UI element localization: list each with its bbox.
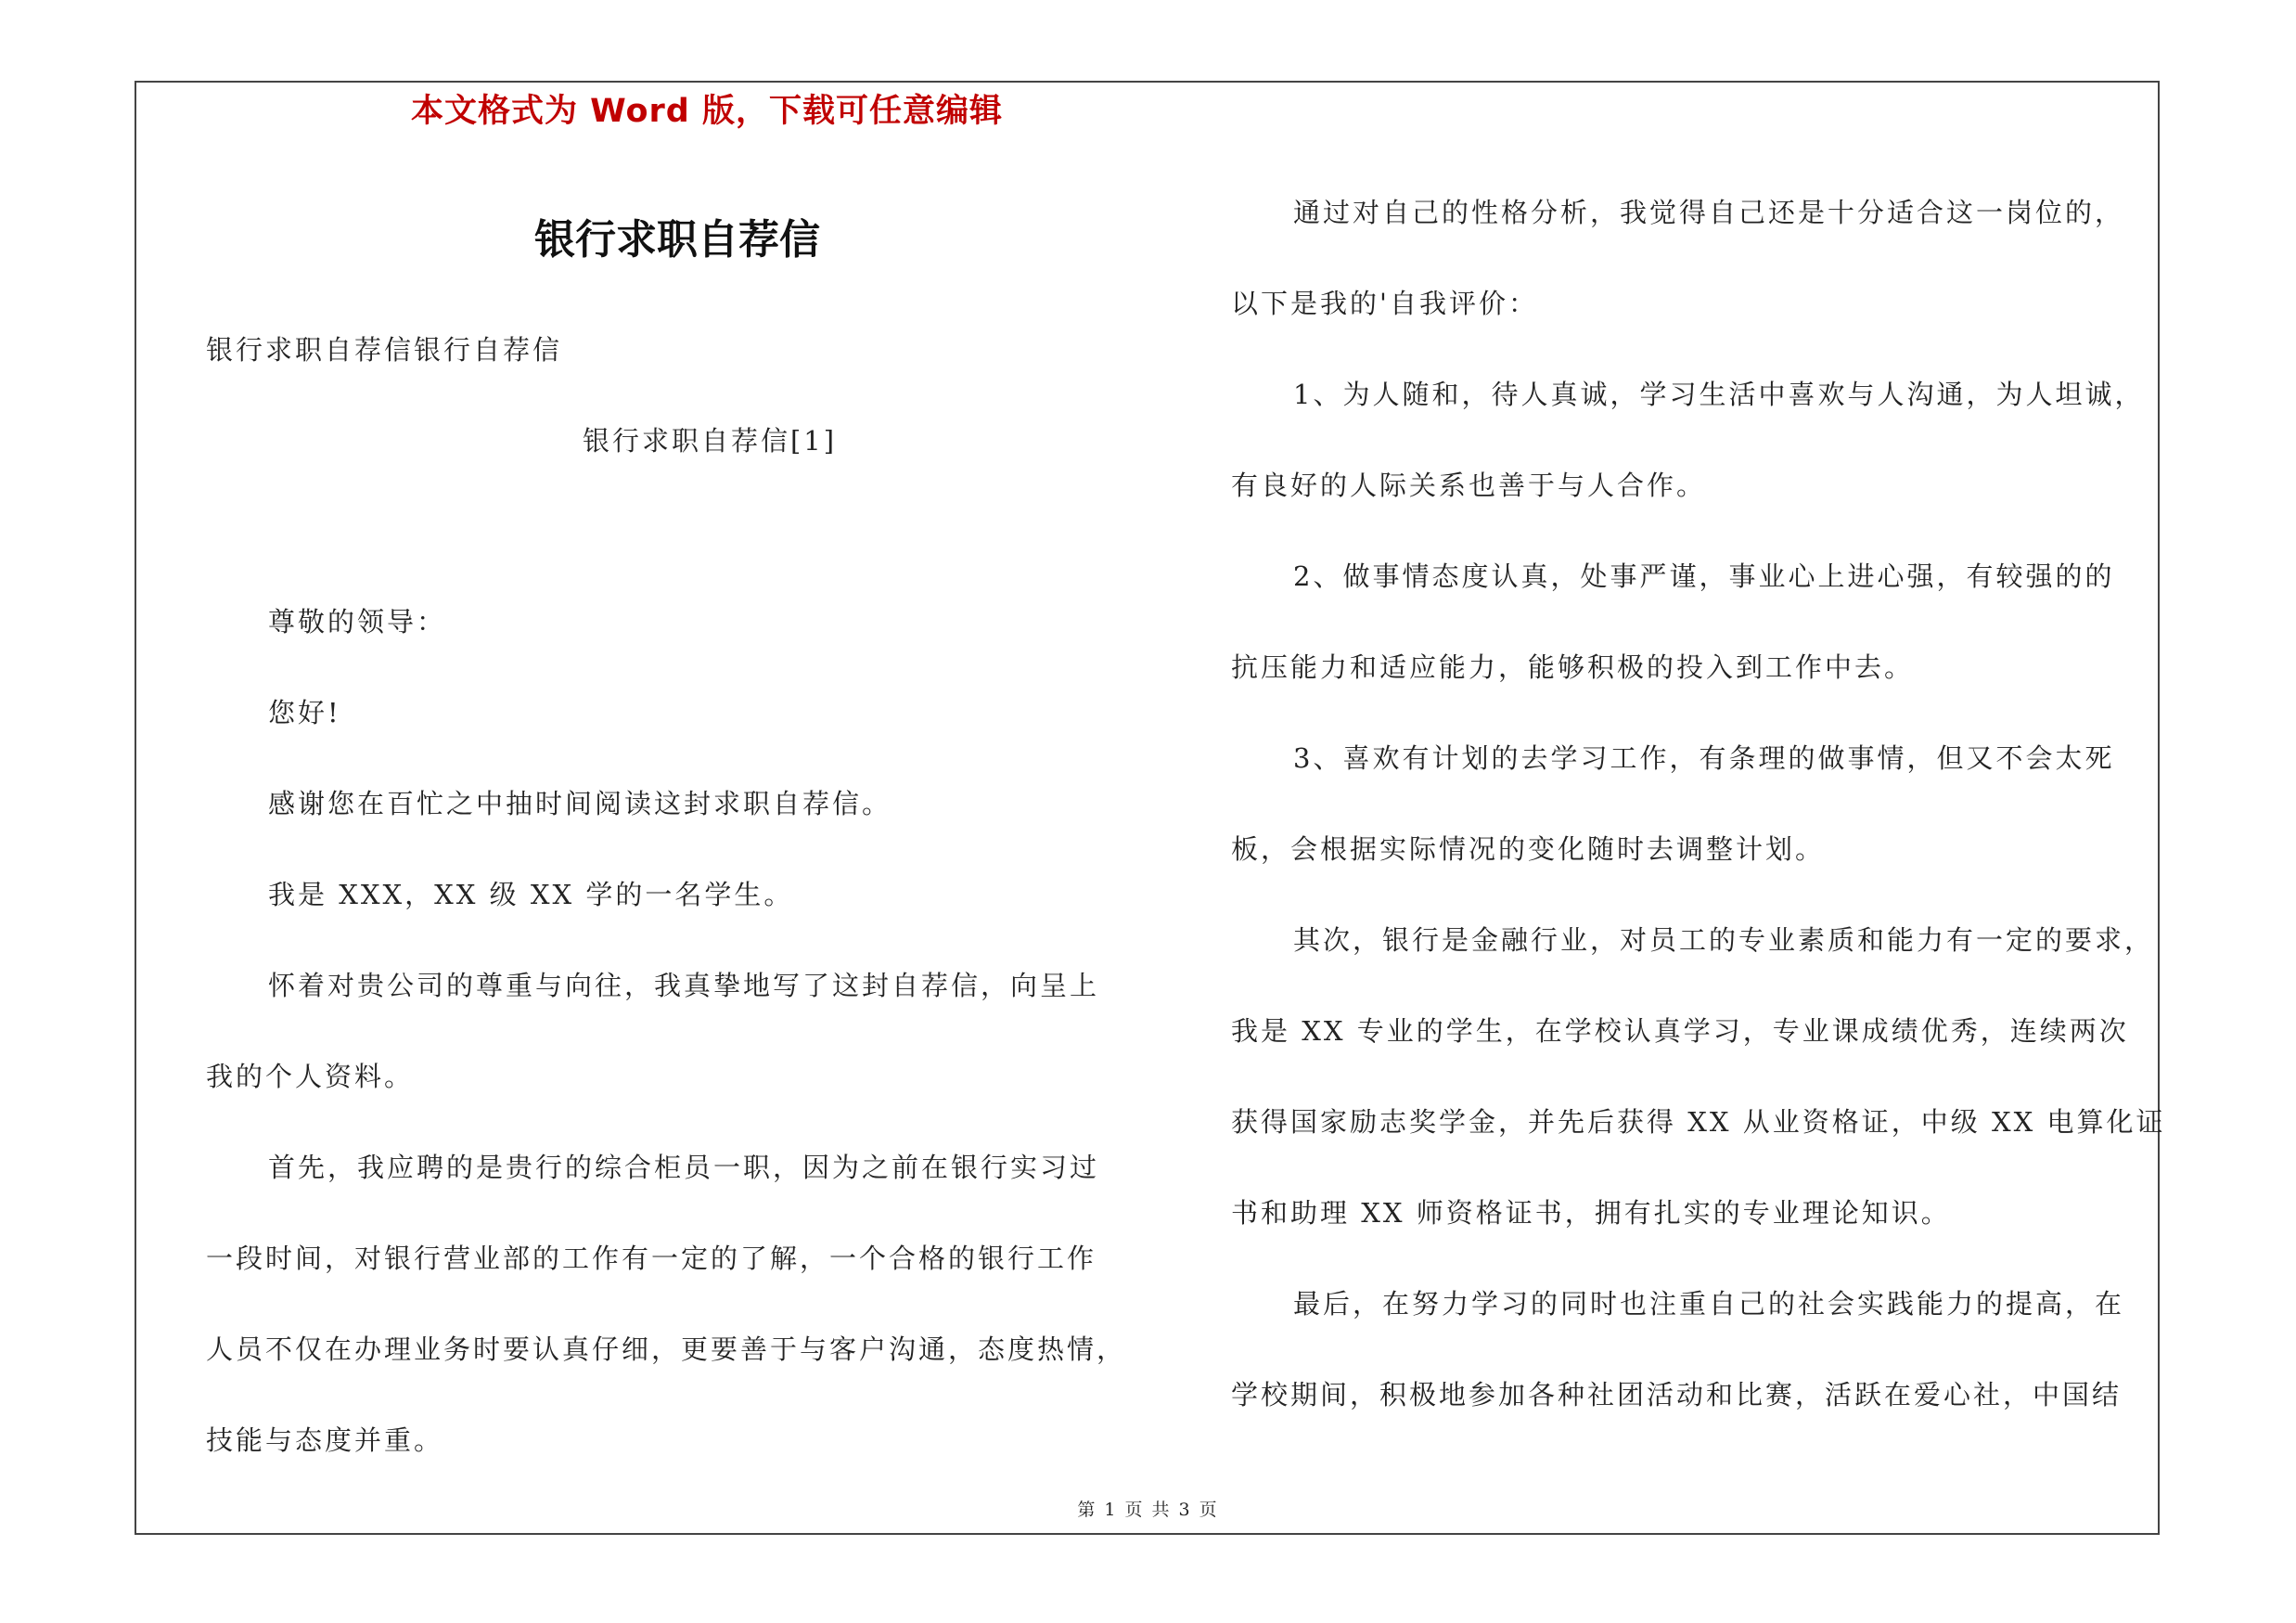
format-notice-banner: 本文格式为 Word 版，下载可任意编辑	[410, 93, 1004, 130]
salutation: 尊敬的领导：	[268, 606, 447, 638]
paragraph-line: 首先，我应聘的是贵行的综合柜员一职，因为之前在银行实习过	[268, 1152, 1100, 1183]
paragraph-line: 我是 XX 专业的学生，在学校认真学习，专业课成绩优秀，连续两次	[1231, 1015, 2129, 1047]
paragraph-line: 有良好的人际关系也善于与人合作。	[1231, 470, 1707, 501]
paragraph-line: 获得国家励志奖学金，并先后获得 XX 从业资格证，中级 XX 电算化证	[1231, 1106, 2166, 1138]
paragraph-line: 通过对自己的性格分析，我觉得自己还是十分适合这一岗位的，	[1293, 197, 2125, 228]
paragraph-line: 技能与态度并重。	[206, 1424, 444, 1456]
paragraph-line: 以下是我的'自我评价：	[1231, 288, 1538, 319]
paragraph-line: 3、喜欢有计划的去学习工作，有条理的做事情，但又不会太死	[1293, 742, 2115, 774]
paragraph-line: 我的个人资料。	[206, 1061, 415, 1092]
paragraph-line: 人员不仅在办理业务时要认真仔细，更要善于与客户沟通，态度热情，	[206, 1333, 1127, 1365]
paragraph-line: 2、做事情态度认真，处事严谨，事业心上进心强，有较强的的	[1293, 560, 2115, 592]
paragraph-line: 其次，银行是金融行业，对员工的专业素质和能力有一定的要求，	[1293, 924, 2155, 956]
section-subtitle: 银行求职自荐信[1]	[582, 425, 838, 457]
paragraph-line: 一段时间，对银行营业部的工作有一定的了解，一个合格的银行工作	[206, 1243, 1097, 1274]
page-number: 第 1 页 共 3 页	[1077, 1500, 1219, 1520]
paragraph-line: 感谢您在百忙之中抽时间阅读这封求职自荐信。	[268, 788, 892, 819]
keyword-line: 银行求职自荐信银行自荐信	[206, 334, 563, 366]
paragraph-line: 板，会根据实际情况的变化随时去调整计划。	[1231, 833, 1826, 865]
paragraph-line: 怀着对贵公司的尊重与向往，我真挚地写了这封自荐信，向呈上	[268, 970, 1100, 1001]
paragraph-line: 书和助理 XX 师资格证书，拥有扎实的专业理论知识。	[1231, 1197, 1951, 1229]
paragraph-line: 1、为人随和，待人真诚，学习生活中喜欢与人沟通，为人坦诚，	[1293, 379, 2145, 410]
document-title: 银行求职自荐信	[534, 216, 820, 264]
paragraph-line: 最后，在努力学习的同时也注重自己的社会实践能力的提高，在	[1293, 1288, 2125, 1320]
greeting: 您好!	[268, 697, 341, 728]
paragraph-line: 抗压能力和适应能力，能够积极的投入到工作中去。	[1231, 651, 1915, 683]
paragraph-line: 我是 XXX，XX 级 XX 学的一名学生。	[268, 879, 794, 910]
paragraph-line: 学校期间，积极地参加各种社团活动和比赛，活跃在爱心社，中国结	[1231, 1379, 2123, 1410]
